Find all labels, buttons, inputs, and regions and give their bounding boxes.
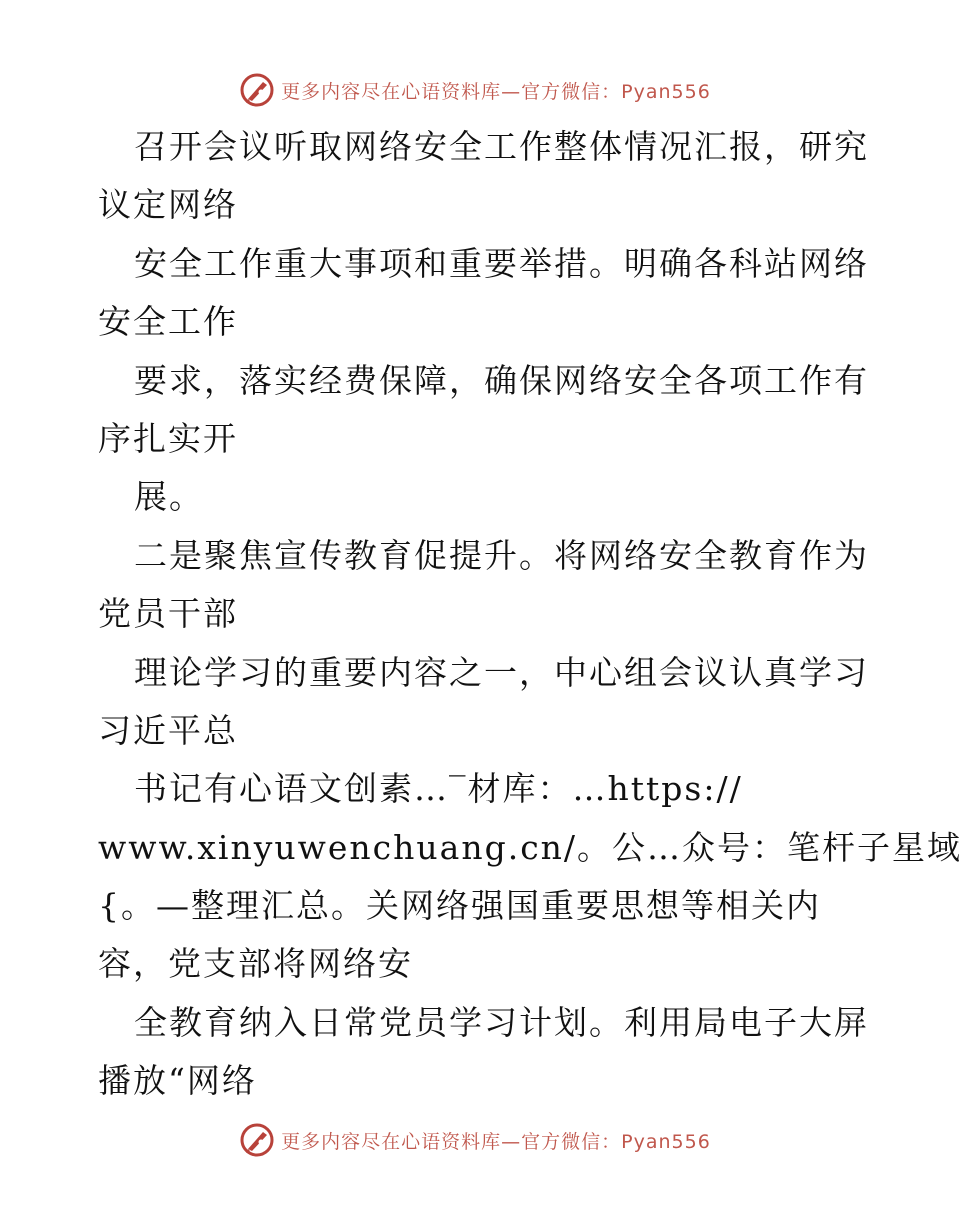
text-line: www.xinyuwenchuang.cn/。公…众号：笔杆子星域 xyxy=(98,827,962,867)
text-line: 安全工作 xyxy=(98,302,238,342)
text-line: 播放“网络 xyxy=(98,1061,257,1101)
text-line: 全教育纳入日常党员学习计划。利用局电子大屏 xyxy=(134,1002,869,1042)
text-line: 展。 xyxy=(134,477,204,517)
document-body xyxy=(98,118,962,1111)
footer-banner-text: 更多内容尽在心语资料库—官方微信：Pyan556 xyxy=(281,1130,711,1153)
text-line: 序扎实开 xyxy=(98,418,238,458)
header-banner xyxy=(0,68,950,112)
pen-circle-logo-icon xyxy=(239,1122,275,1158)
text-line: 召开会议听取网络安全工作整体情况汇报，研究 xyxy=(134,127,869,166)
text-line: 习近平总 xyxy=(98,710,238,750)
pen-circle-logo-icon xyxy=(239,72,275,108)
text-line: 二是聚焦宣传教育促提升。将网络安全教育作为 xyxy=(134,535,869,575)
text-line: 容，党支部将网络安 xyxy=(98,944,413,984)
text-line: 议定网络 xyxy=(98,185,238,225)
footer-banner xyxy=(0,1118,950,1162)
text-line: 要求，落实经费保障，确保网络安全各项工作有 xyxy=(134,360,869,400)
text-line: {。—整理汇总。关网络强国重要思想等相关内 xyxy=(98,886,821,926)
text-line: 党员干部 xyxy=(98,594,238,634)
header-banner-text: 更多内容尽在心语资料库—官方微信：Pyan556 xyxy=(281,80,711,103)
text-line: 安全工作重大事项和重要举措。明确各科站网络 xyxy=(134,243,869,283)
text-line: 书记有心语文创素…‾材库：…https:// xyxy=(134,769,743,809)
text-line: 理论学习的重要内容之一，中心组会议认真学习 xyxy=(134,652,869,692)
